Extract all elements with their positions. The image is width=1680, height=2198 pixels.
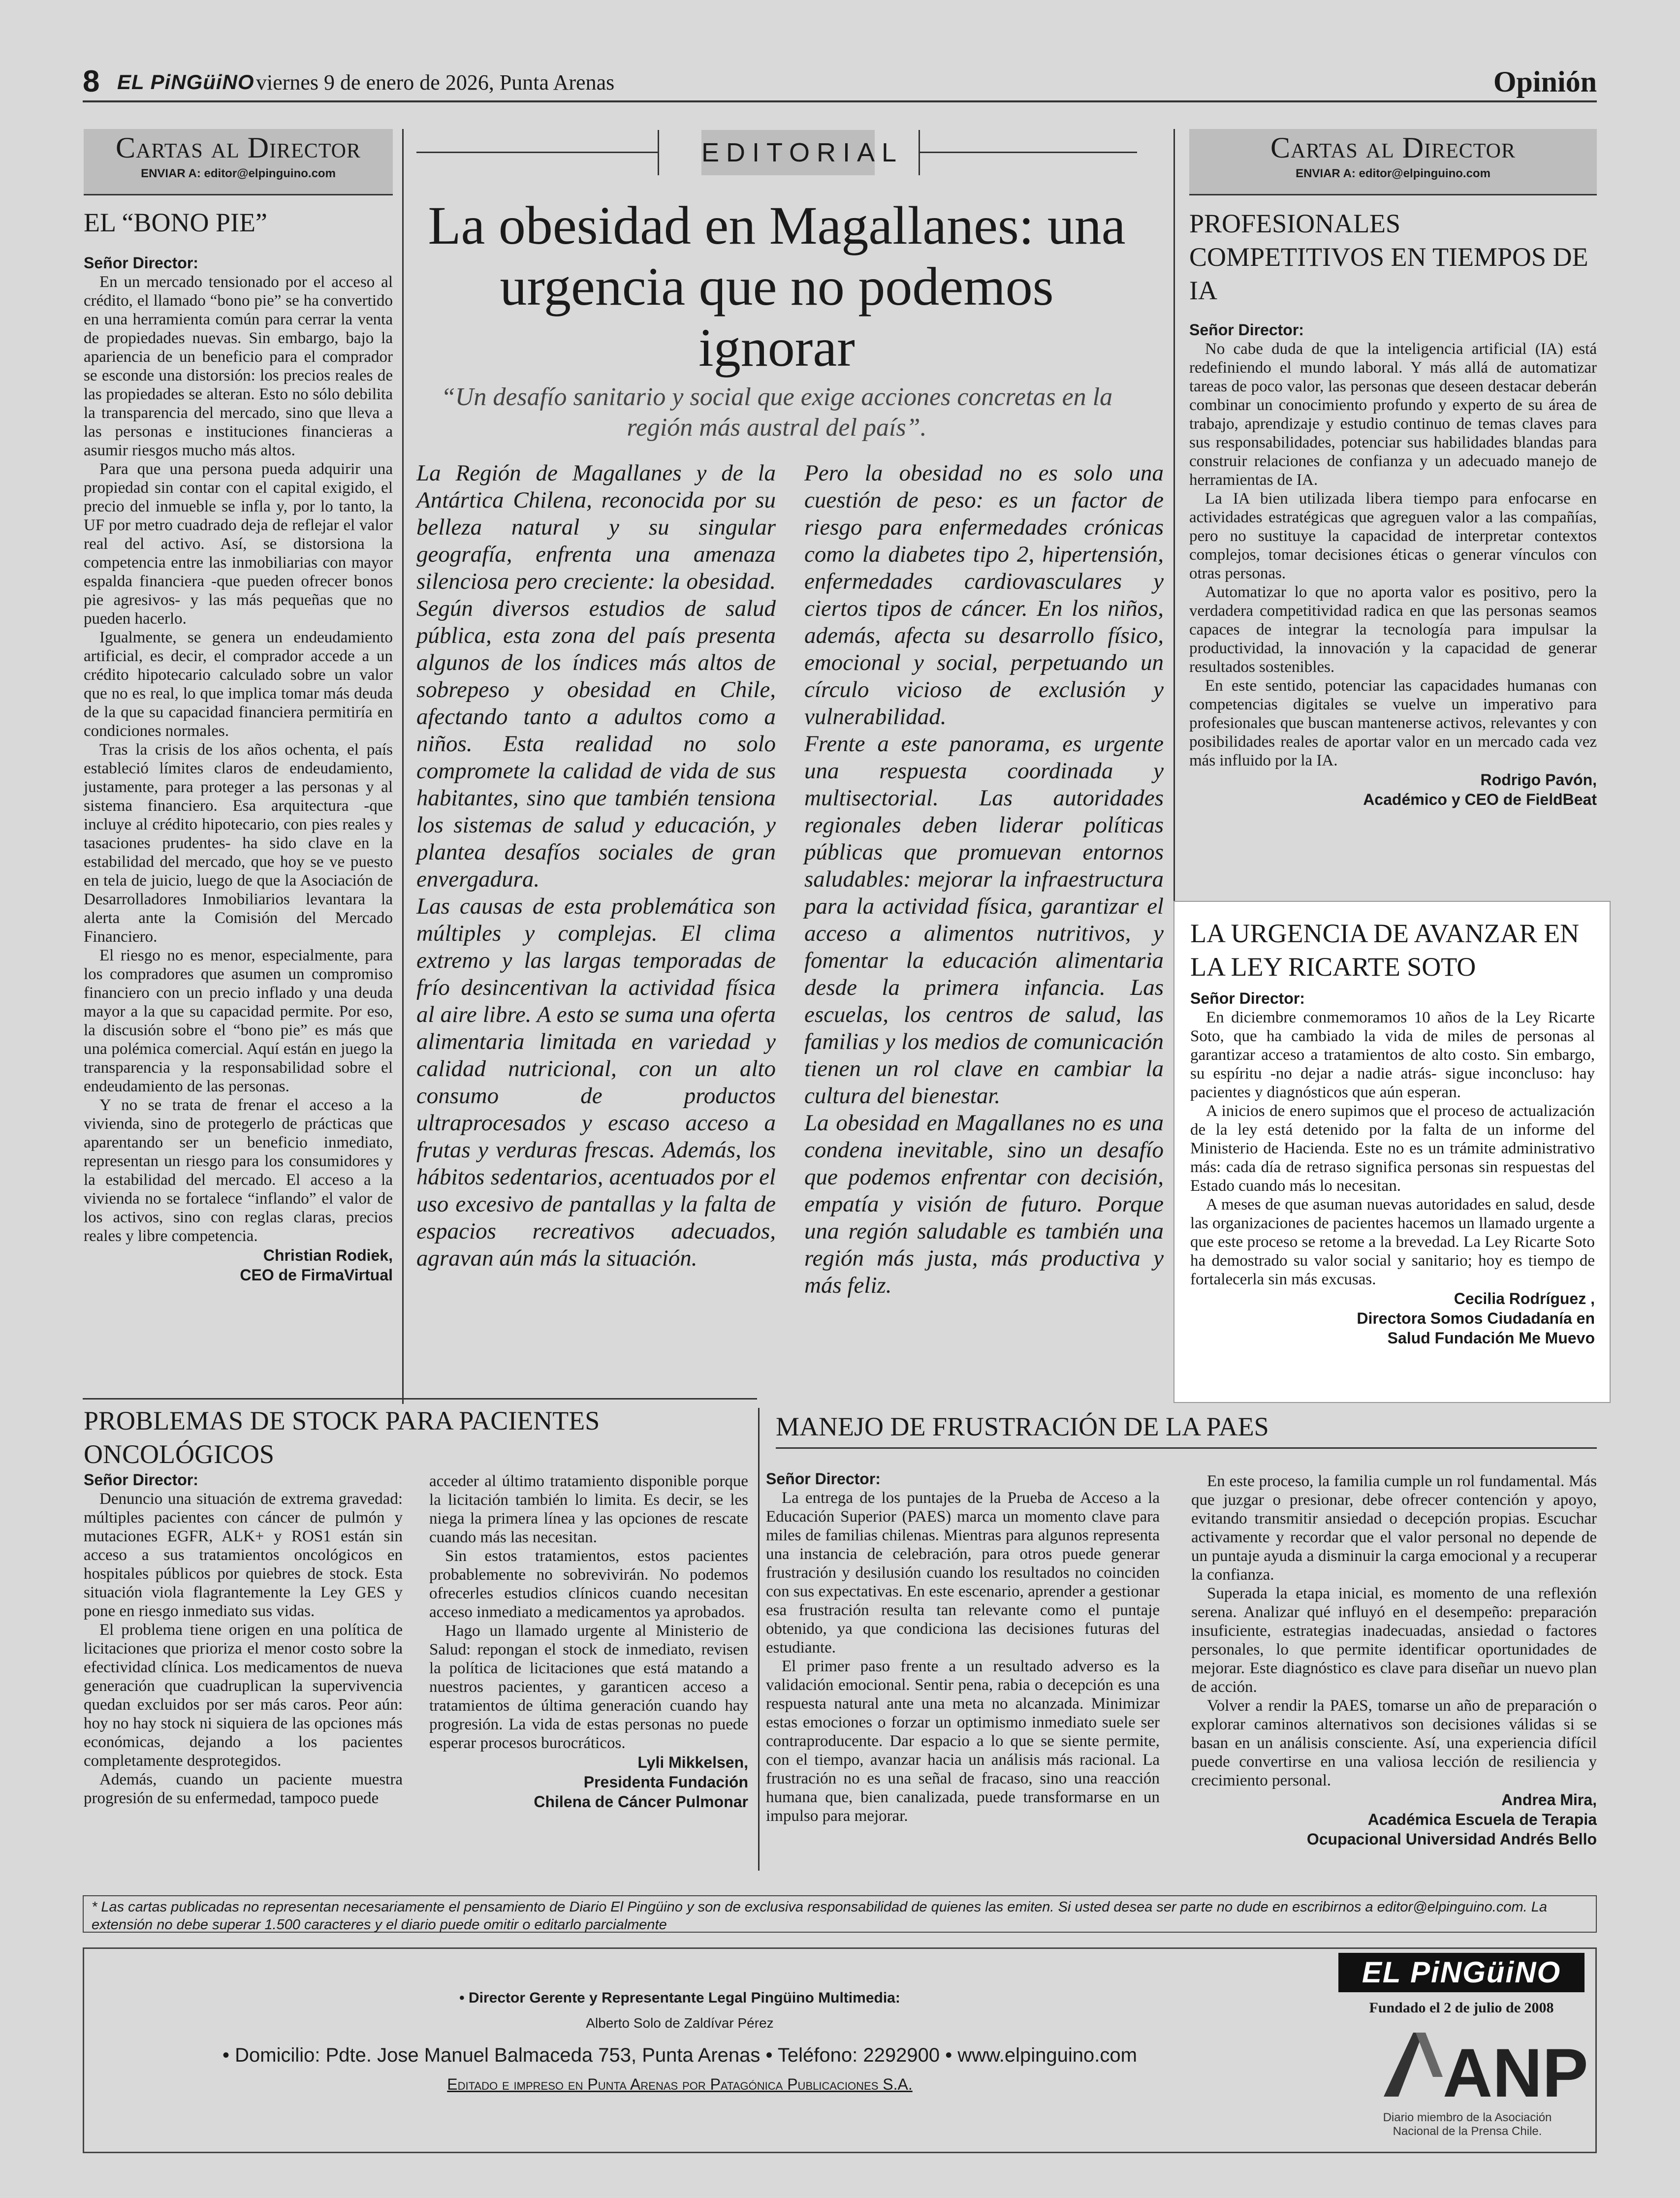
- paragraph: Igualmente, se genera un endeudamiento artificial, es decir, el comprador accede a un crédito hipotecario calculado sobre un valor que no es real, lo que implica tomar más deuda de la que su capacidad financiera permitiría en condiciones normales.: [84, 629, 393, 740]
- paragraph: A inicios de enero supimos que el proceso de actualización de la ley está detenido por la falta de un informe del Ministerio de Hacienda. Este no es un trámite administrativo más: cada día de retraso significa personas sin respuestas del Estado cuando más lo necesitan.: [1190, 1102, 1595, 1195]
- paragraph: La obesidad en Magallanes no es una condena inevitable, sino un desafío que podemos enfrentar con decisión, empatía y visión de futuro. Porque una región saludable es también una región más justa, más productiva y más feliz.: [804, 1110, 1164, 1298]
- letter-body: [84, 1490, 403, 1808]
- footer-logo: EL PiNGüiNO: [1338, 1953, 1585, 1992]
- paragraph: En diciembre conmemoramos 10 años de la Ley Ricarte Soto, que ha cambiado la vida de miles de personas al garantizar acceso a tratamientos de alto costo. Sin embargo, su espíritu -no dejar a nadie atrás- sigue inconcluso: hay pacientes y diagnósticos que aún esperan.: [1190, 1009, 1595, 1101]
- section-rule: [776, 1447, 1597, 1449]
- cartas-title: Cartas al Director: [115, 131, 361, 164]
- letter-title: PROFESIONALES COMPETITIVOS EN TIEMPOS DE IA: [1189, 209, 1588, 305]
- anp-text-1: Diario miembro de la Asociación: [1383, 2111, 1552, 2124]
- paragraph: La entrega de los puntajes de la Prueba de Acceso a la Educación Superior (PAES) marca un momento clave para miles de familias chilenas. Mientras para algunos representa una instancia de celebración, para otros puede generar frustración y desilusión cuando los resultados no coinciden con sus expectativas. En este escenario, aprender a gestionar esa frustración resulta tan relevante como el puntaje obtenido, ya que condiciona las decisiones futuras del estudiante.: [766, 1489, 1160, 1656]
- editorial-kicker: EDITORIAL: [701, 130, 875, 175]
- letter-body: [766, 1489, 1160, 1825]
- cartas-email: ENVIAR A: editor@elpinguino.com: [1296, 167, 1490, 180]
- signature-org: Salud Fundación Me Muevo: [1387, 1329, 1595, 1347]
- anp-mark: ANP: [1443, 2034, 1588, 2111]
- column-divider: [402, 129, 404, 1404]
- editorial-rule-left: [416, 152, 658, 153]
- cartas-header-right: [1189, 129, 1597, 195]
- paragraph: Sin estos tratamientos, estos pacientes probablemente no sobrevivirán. No podemos ofrecerles estudios clínicos cuando necesitan acceso inmediato a medicamentos ya aprobados.: [429, 1547, 748, 1621]
- paragraph: Automatizar lo que no aporta valor es positivo, pero la verdadera competitividad radica en que las personas seamos capaces de integrar la tecnología para impulsar la productividad, la innovación y la capacidad de generar resultados sostenibles.: [1189, 583, 1597, 676]
- editorial-title: La obesidad en Magallanes: una urgencia que no podemos ignorar: [428, 195, 1126, 378]
- paragraph: La IA bien utilizada libera tiempo para enfocarse en actividades estratégicas que agreguen valor a las compañías, pero no sustituye la capacidad de interpretar contextos complejos, tomar decisiones éticas o generar vínculos con otras personas.: [1189, 490, 1597, 582]
- paragraph: El primer paso frente a un resultado adverso es la validación emocional. Sentir pena, rabia o decepción es una respuesta natural ante una meta no alcanzada. Minimizar estas emociones o forzar un optimismo inmediato suele ser contraproducente. Dar espacio a lo que se siente permite, con el tiempo, avanzar hacia un análisis más racional. La frustración no es una señal de fracaso, sino una reacción humana que, bien canalizada, puede transformarse en un impulso para mejorar.: [766, 1657, 1160, 1825]
- section-rule: [83, 1398, 757, 1400]
- paragraph: Superada la etapa inicial, es momento de una reflexión serena. Analizar qué influyó en el desempeño: preparación insuficiente, estrategias inadecuadas, ansiedad o factores personales, lo que permite identificar oportunidades de mejorar. Este diagnóstico es clave para diseñar un nuevo plan de acción.: [1191, 1585, 1597, 1696]
- signature-role: CEO de FirmaVirtual: [240, 1266, 393, 1284]
- disclaimer-note: * Las cartas publicadas no representan necesariamente el pensamiento de Diario El Pingüino y son de exclusiva responsabilidad de quienes las emiten. Si usted desea ser parte no dude en escribirnos a editor@elpinguino.com. La extensión no debe superar 1.500 caracteres y el diario puede omitir o editarlo parcialmente: [83, 1895, 1597, 1933]
- paragraph: Frente a este panorama, es urgente una respuesta coordinada y multisectorial. Las autoridades regionales deben liderar políticas públicas que promuevan entornos saludables: mejorar la infraestructura para la actividad física, garantizar el acceso a alimentos nutritivos, y fomentar la educación alimentaria desde la primera infancia. Las escuelas, los centros de salud, las familias y los medios de comunicación tienen un rol clave en cambiar la cultura del bienestar.: [804, 731, 1164, 1109]
- letter-title: LA URGENCIA DE AVANZAR EN LA LEY RICARTE SOTO: [1190, 919, 1580, 982]
- cartas-header-left: [84, 129, 393, 195]
- cartas-title: Cartas al Director: [1270, 131, 1516, 164]
- letter-ricarte-soto: [1173, 901, 1611, 1403]
- salutation: Señor Director:: [84, 1471, 198, 1489]
- paragraph: El problema tiene origen en una política de licitaciones que prioriza el menor costo sobre la efectividad clínica. Los medicamentos de nueva generación que cuadruplican la supervivencia quedan excluidos por ser más caros. Peor aún: hoy no hay stock ni siquiera de las opciones más económicas, dejando a los pacientes completamente desprotegidos.: [84, 1621, 403, 1770]
- footer-director-name: Alberto Solo de Zaldívar Pérez: [586, 2015, 774, 2031]
- masthead-rule: [83, 100, 1597, 102]
- paragraph: No cabe duda de que la inteligencia artificial (IA) está redefiniendo el mundo laboral. Y más allá de automatizar tareas de poco valor, las personas que deseen destacar deberán combinar un conocimiento profundo y experto de su área de trabajo, aprendizaje y estudio continuo de temas claves para sus responsabilidades, potenciar sus habilidades blandas para construir relaciones de confianza y un adecuado manejo de herramientas de IA.: [1189, 340, 1597, 489]
- letter-paes-column-2: [1191, 1472, 1597, 1849]
- letter-title: PROBLEMAS DE STOCK PARA PACIENTES ONCOLÓGICOS: [84, 1406, 600, 1469]
- letter-body: [1190, 1008, 1595, 1289]
- masthead: [83, 65, 1597, 98]
- letter-body: [1189, 340, 1597, 770]
- salutation: Señor Director:: [1190, 989, 1305, 1007]
- letter-body: [84, 273, 393, 1245]
- paragraph: acceder al último tratamiento disponible porque la licitación también lo limita. Es decir, se les niega la primera línea y las opciones de rescate cuando más las necesitan.: [429, 1472, 748, 1546]
- paragraph: A meses de que asuman nuevas autoridades en salud, desde las organizaciones de pacientes hacemos un llamado urgente a que este proceso se retome a la brevedad. La Ley Ricarte Soto ha demostrado su valor social y sanitario; hoy es tiempo de fortalecerla sin más excusas.: [1190, 1196, 1595, 1288]
- letter-stock-column-1: [84, 1470, 403, 1808]
- page-number: 8: [83, 64, 100, 98]
- footer: [83, 1947, 1597, 2153]
- paragraph: Para que una persona pueda adquirir una propiedad sin contar con el capital exigido, el precio del inmueble se infla y, por lo tanto, la UF por metro cuadrado deja de reflejar el valor real del activo. Así, se distorsiona la competencia entre las inmobiliarias con mayor espalda financiera -que pueden ofrecer bonos pie agresivos- y las más pequeñas que no pueden hacerlo.: [84, 460, 393, 628]
- paragraph: Y no se trata de frenar el acceso a la vivienda, sino de protegerlo de prácticas que aparentando ser un beneficio inmediato, representan un riesgo para los consumidores y la estabilidad del mercado. El acceso a la vivienda no se fortalece “inflando” el valor de los activos, sino con reglas claras, precios reales y libre competencia.: [84, 1096, 393, 1245]
- paragraph: En este proceso, la familia cumple un rol fundamental. Más que juzgar o presionar, debe ofrecer contención y apoyo, evitando transmitir ansiedad o decepción propias. Escuchar activamente y recordar que el valor personal no depende de un puntaje ayuda a disminuir la carga emocional y a recuperar la confianza.: [1191, 1472, 1597, 1584]
- paragraph: Además, cuando un paciente muestra progresión de su enfermedad, tampoco puede: [84, 1771, 403, 1807]
- paragraph: Denuncio una situación de extrema gravedad: múltiples pacientes con cáncer de pulmón y mutaciones EGFR, ALK+ y ROS1 están sin acceso a sus tratamientos oncológicos en hospitales públicos por quiebres de stock. Esta situación viola flagrantemente la Ley GES y pone en riesgo inmediato sus vidas.: [84, 1490, 403, 1620]
- column-divider: [1173, 129, 1175, 902]
- signature-name: Christian Rodiek,: [263, 1246, 393, 1264]
- paragraph: El riesgo no es menor, especialmente, para los compradores que asumen un compromiso financiero con un precio inflado y una deuda mayor a la que su capacidad permite. Por eso, la discusión sobre el “bono pie” es más que una polémica comercial. Aquí están en juego la transparencia y la responsabilidad sobre el endeudamiento de las personas.: [84, 947, 393, 1095]
- paragraph: En un mercado tensionado por el acceso al crédito, el llamado “bono pie” se ha convertido en una herramienta común para cerrar la venta de propiedades nuevas. Sin embargo, bajo la apariencia de un beneficio para el comprador se esconde una distorsión: los precios reales de las propiedades se alteran. Esto no sólo debilita la transparencia del mercado, sino que lleva a las personas e instituciones financieras a asumir riesgos mucho más altos.: [84, 273, 393, 459]
- anp-logo: [1369, 2023, 1588, 2146]
- letter-ia: [1189, 207, 1597, 809]
- letter-body: [429, 1472, 748, 1752]
- paragraph: Las causas de esta problemática son múltiples y complejas. El clima extremo y las largas temporadas de frío desincentivan la actividad física al aire libre. A esto se suma una oferta alimentaria limitada en variedad y calidad nutricional, con un alto consumo de productos ultraprocesados y escaso acceso a frutas y verduras frescas. Además, los hábitos sedentarios, acentuados por el uso excesivo de pantallas y la falta de espacios recreativos adecuados, agravan aún más la situación.: [416, 893, 776, 1271]
- letter-stock: [84, 1404, 748, 1471]
- letter-body: [1191, 1472, 1597, 1790]
- masthead-logo: EL PiNGüiNO: [117, 70, 254, 94]
- paragraph: Hago un llamado urgente al Ministerio de Salud: repongan el stock de inmediato, revisen la política de licitaciones que está matando a nuestros pacientes, y garanticen acceso a tratamientos de última generación cuando hay progresión. La vida de estas personas no puede esperar procesos burocráticos.: [429, 1622, 748, 1752]
- paragraph: Tras la crisis de los años ochenta, el país estableció límites claros de endeudamiento, justamente, para proteger a las personas y al sistema financiero. Esa arquitectura -que incluye al crédito hipotecario, con pies reales y tasaciones prudentes- ha sido clave en la estabilidad del mercado, que hoy se ve puesto en tela de juicio, luego de que la Asociación de Desarrolladores Inmobiliarios levantara la alerta ante la Comisión del Mercado Financiero.: [84, 741, 393, 946]
- editorial-subtitle: “Un desafío sanitario y social que exige acciones concretas en la región más austral del país”.: [441, 383, 1113, 442]
- signature-org: Chilena de Cáncer Pulmonar: [534, 1793, 748, 1811]
- signature-name: Cecilia Rodríguez ,: [1454, 1290, 1595, 1307]
- footer-director-label: • Director Gerente y Representante Legal Pingüino Multimedia:: [459, 1990, 900, 2006]
- paragraph: La Región de Magallanes y de la Antártica Chilena, reconocida por su belleza natural y su singular geografía, enfrenta una amenaza silenciosa pero creciente: la obesidad. Según diversos estudios de salud pública, esta zona del país presenta algunos de los índices más altos de sobrepeso y obesidad en Chile, afectando tanto a adultos como a niños. Esta realidad no solo compromete la calidad de vida de sus habitantes, sino que también tensiona los sistemas de salud y educación, y plantea desafíos sociales de gran envergadura.: [416, 460, 776, 892]
- signature-name: Rodrigo Pavón,: [1480, 771, 1597, 789]
- section-name: Opinión: [1493, 65, 1597, 98]
- salutation: Señor Director:: [84, 254, 198, 272]
- anp-text-2: Nacional de la Prensa Chile.: [1393, 2125, 1542, 2138]
- dateline: viernes 9 de enero de 2026, Punta Arenas: [256, 70, 615, 95]
- signature-org: Ocupacional Universidad Andrés Bello: [1306, 1830, 1597, 1848]
- footer-founded: Fundado el 2 de julio de 2008: [1369, 2000, 1554, 2016]
- letter-title: EL “BONO PIE”: [84, 208, 267, 237]
- paragraph: En este sentido, potenciar las capacidades humanas con competencias digitales se vuelve un imperativo para profesionales que buscan mantenerse activos, relevantes y con posibilidades reales de aportar valor en un mercado cada vez más influido por la IA.: [1189, 677, 1597, 769]
- paragraph: Volver a rendir la PAES, tomarse un año de preparación o explorar caminos alternativos son decisiones válidas si se basan en un análisis consciente. Así, una experiencia difícil puede convertirse en una valiosa lección de resiliencia y crecimiento personal.: [1191, 1697, 1597, 1789]
- signature-role: Académico y CEO de FieldBeat: [1363, 791, 1597, 808]
- letter-bono-pie: [84, 206, 393, 1285]
- letter-paes: [776, 1410, 1597, 1443]
- editorial-rule-right: [919, 152, 1137, 153]
- column-divider: [758, 1408, 760, 1871]
- letter-title: MANEJO DE FRUSTRACIÓN DE LA PAES: [776, 1412, 1269, 1441]
- salutation: Señor Director:: [766, 1470, 881, 1488]
- signature-name: Lyli Mikkelsen,: [637, 1753, 748, 1771]
- signature-role: Presidenta Fundación: [583, 1773, 748, 1791]
- editorial-column-1: [416, 460, 776, 1272]
- footer-printer: Editado e impreso en Punta Arenas por Patagónica Publicaciones S.A.: [447, 2075, 913, 2093]
- cartas-email: ENVIAR A: editor@elpinguino.com: [141, 167, 336, 180]
- editorial-column-2: [804, 460, 1164, 1299]
- editorial-rule-tick: [658, 130, 659, 175]
- letter-stock-column-2: [429, 1472, 748, 1812]
- signature-name: Andrea Mira,: [1501, 1791, 1597, 1809]
- footer-address: • Domicilio: Pdte. Jose Manuel Balmaceda 753, Punta Arenas • Teléfono: 2292900 • www.elpinguino.com: [222, 2044, 1137, 2066]
- salutation: Señor Director:: [1189, 321, 1304, 339]
- signature-role: Académica Escuela de Terapia: [1367, 1811, 1597, 1828]
- signature-role: Directora Somos Ciudadanía en: [1357, 1309, 1595, 1327]
- paragraph: Pero la obesidad no es solo una cuestión de peso: es un factor de riesgo para enfermedades crónicas como la diabetes tipo 2, hipertensión, enfermedades cardiovasculares y ciertos tipos de cáncer. En los niños, además, afecta su desarrollo físico, emocional y social, perpetuando un círculo vicioso de exclusión y vulnerabilidad.: [804, 460, 1164, 730]
- letter-paes-column-1: [766, 1469, 1160, 1825]
- anp-icon: [1369, 2023, 1588, 2146]
